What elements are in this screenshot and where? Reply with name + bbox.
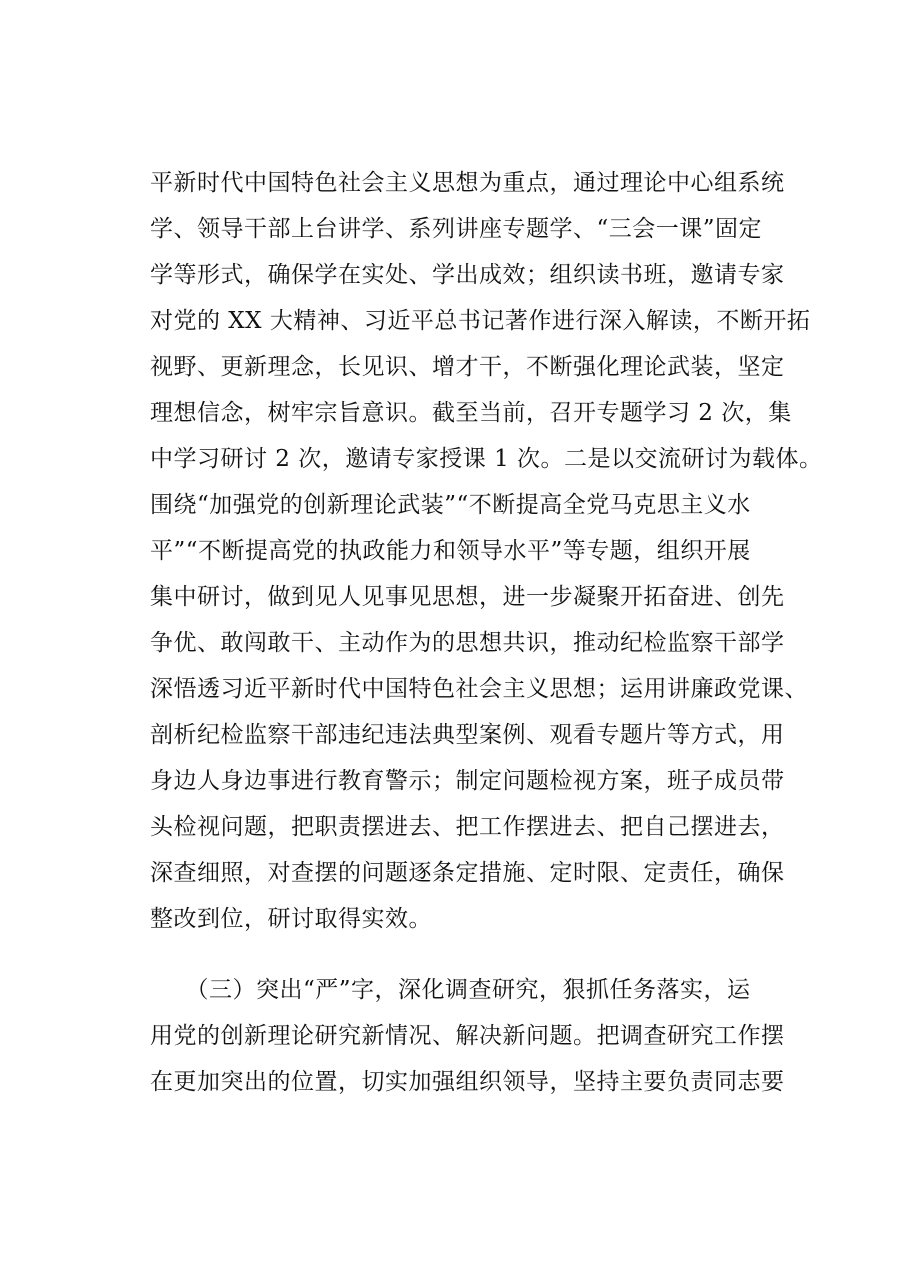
- text-line: 理想信念，树牢宗旨意识。截至当前，召开专题学习 2 次，集: [150, 400, 792, 426]
- text-line: 对党的 XX 大精神、习近平总书记著作进行深入解读，不断开拓: [150, 308, 811, 334]
- text-line: 中学习研讨 2 次，邀请专家授课 1 次。二是以交流研讨为载体。: [150, 446, 823, 472]
- text-line: 集中研讨，做到见人见事见思想，进一步凝聚开拓奋进、创先: [150, 584, 785, 610]
- paragraph-1: [150, 160, 823, 942]
- text-line: 整改到位，研讨取得实效。: [150, 906, 432, 932]
- text-line: 深悟透习近平新时代中国特色社会主义思想；运用讲廉政党课、: [150, 676, 808, 702]
- text-line: 在更加突出的位置，切实加强组织领导，坚持主要负责同志要: [150, 1069, 785, 1095]
- text-line: 学、领导干部上台讲学、系列讲座专题学、“三会一课”固定: [150, 216, 763, 242]
- text-line: 头检视问题，把职责摆进去、把工作摆进去、把自己摆进去，: [150, 814, 785, 840]
- text-line: 围绕“加强党的创新理论武装”“不断提高全党马克思主义水: [150, 492, 751, 518]
- paragraph-2: [150, 967, 790, 1105]
- text-line: 视野、更新理念，长见识、增才干，不断强化理论武装，坚定: [150, 354, 785, 380]
- text-line: 争优、敢闯敢干、主动作为的思想共识，推动纪检监察干部学: [150, 630, 785, 656]
- text-line: 学等形式，确保学在实处、学出成效；组织读书班，邀请专家: [150, 262, 785, 288]
- text-line: 用党的创新理论研究新情况、解决新问题。把调查研究工作摆: [150, 1023, 785, 1049]
- text-line: 平”“不断提高党的执政能力和领导水平”等专题，组织开展: [150, 538, 751, 564]
- text-line: （三）突出“严”字，深化调查研究，狠抓任务落实，运: [150, 977, 751, 1003]
- text-line: 身边人身边事进行教育警示；制定问题检视方案，班子成员带: [150, 768, 785, 794]
- text-line: 平新时代中国特色社会主义思想为重点，通过理论中心组系统: [150, 170, 785, 196]
- text-line: 剖析纪检监察干部违纪违法典型案例、观看专题片等方式，用: [150, 722, 785, 748]
- text-line: 深查细照，对查摆的问题逐条定措施、定时限、定责任，确保: [150, 860, 785, 886]
